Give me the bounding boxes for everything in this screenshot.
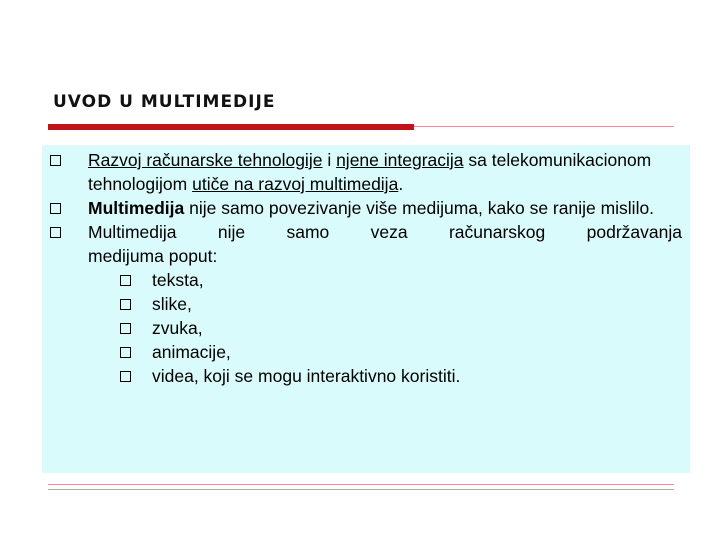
sub-item-5 (42, 364, 682, 388)
bullet-1-part-5: utiče na razvoj multimedija (192, 174, 399, 194)
bullet-1-part-2: i (322, 150, 337, 170)
bullet-1-part-6: . (398, 174, 404, 194)
title-thin-rule (414, 126, 674, 127)
bullet-2-text: nije samo povezivanje više medijuma, kako se ranije mislilo. (184, 198, 655, 218)
sub-item-label: zvuka, (152, 318, 203, 338)
square-bullet-icon (120, 347, 131, 358)
square-bullet-icon (120, 323, 131, 334)
bullet-list (42, 148, 682, 388)
bullet-3-line-2: medijuma poput: (88, 246, 218, 266)
bullet-1-part-4: sa telekomunikacionom tehnologijom (88, 150, 652, 194)
sub-item-label: slike, (152, 294, 192, 314)
square-bullet-icon (120, 371, 131, 382)
sub-item-4 (42, 340, 682, 364)
square-bullet-icon (120, 275, 131, 286)
sub-item-label: videa, koji se mogu interaktivno koristiti. (152, 366, 461, 386)
footer-rule-1 (48, 484, 674, 485)
square-bullet-icon (50, 155, 61, 166)
sub-item-2 (42, 292, 682, 316)
bullet-1-part-3: njene integracija (336, 150, 464, 170)
bullet-item-1 (42, 148, 682, 196)
square-bullet-icon (120, 299, 131, 310)
bullet-item-2 (42, 196, 682, 220)
square-bullet-icon (50, 203, 61, 214)
bullet-3-line-1: Multimedija nije samo veza računarskog podržavanja (88, 222, 682, 242)
slide-title: UVOD U MULTIMEDIJE (53, 92, 276, 112)
title-red-bar (48, 124, 414, 130)
sub-item-3 (42, 316, 682, 340)
footer-rule-2 (48, 489, 674, 490)
sub-item-1 (42, 268, 682, 292)
sub-item-label: teksta, (152, 270, 204, 290)
bullet-1-part-1: Razvoj računarske tehnologije (88, 150, 323, 170)
sub-item-label: animacije, (152, 342, 231, 362)
square-bullet-icon (50, 227, 61, 238)
bullet-2-bold: Multimedija (88, 198, 185, 218)
bullet-item-3 (42, 220, 682, 268)
